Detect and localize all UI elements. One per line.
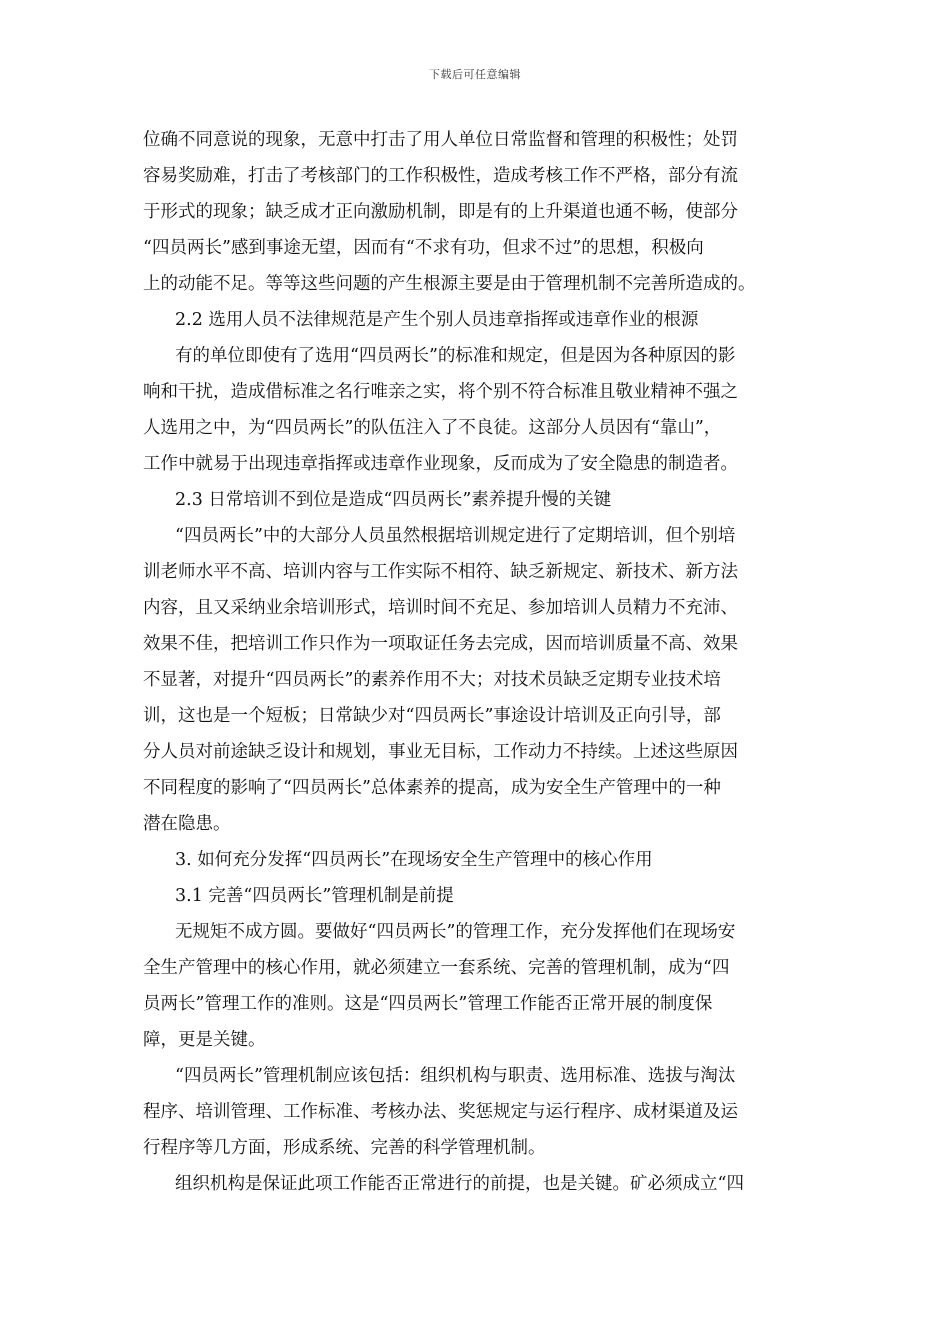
text-line: 全生产管理中的核心作用，就必须建立一套系统、完善的管理机制，成为“四 xyxy=(143,958,730,978)
text-line: 内容，且又采纳业余培训形式，培训时间不充足、参加培训人员精力不充沛、 xyxy=(143,598,738,618)
text-line: 于形式的现象；缺乏成才正向激励机制，即是有的上升渠道也通不畅，使部分 xyxy=(143,202,738,222)
text-line: 训，这也是一个短板；日常缺少对“四员两长”事途设计培训及正向引导，部 xyxy=(143,706,721,726)
text-line: “四员两长”中的大部分人员虽然根据培训规定进行了定期培训，但个别培 xyxy=(175,526,736,546)
text-line: 组织机构是保证此项工作能否正常进行的前提，也是关键。矿必须成立“四 xyxy=(175,1174,744,1194)
text-line: “四员两长”管理机制应该包括：组织机构与职责、选用标准、选拔与淘汰 xyxy=(175,1066,736,1086)
text-line: 潜在隐患。 xyxy=(143,814,231,834)
text-line: “四员两长”感到事途无望，因而有“不求有功，但求不过”的思想，积极向 xyxy=(143,238,704,258)
text-line: 上的动能不足。等等这些问题的产生根源主要是由于管理机制不完善所造成的。 xyxy=(143,274,756,294)
text-line: 2.3 日常培训不到位是造成“四员两长”素养提升慢的关键 xyxy=(175,490,612,510)
text-line: 程序、培训管理、工作标准、考核办法、奖惩规定与运行程序、成材渠道及运 xyxy=(143,1102,738,1122)
text-line: 人选用之中，为“四员两长”的队伍注入了不良徒。这部分人员因有“靠山”， xyxy=(143,418,722,438)
document-body xyxy=(143,122,823,1202)
text-line: 响和干扰，造成借标准之名行唯亲之实，将个别不符合标准且敬业精神不强之 xyxy=(143,382,738,402)
text-line: 效果不佳，把培训工作只作为一项取证任务去完成，因而培训质量不高、效果 xyxy=(143,634,738,654)
text-line: 无规矩不成方圆。要做好“四员两长”的管理工作，充分发挥他们在现场安 xyxy=(175,922,736,942)
text-line: 工作中就易于出现违章指挥或违章作业现象，反而成为了安全隐患的制造者。 xyxy=(143,454,738,474)
text-line: 3.1 完善“四员两长”管理机制是前提 xyxy=(175,886,454,906)
text-line: 员两长”管理工作的准则。这是“四员两长”管理工作能否正常开展的制度保 xyxy=(143,994,713,1014)
text-line: 分人员对前途缺乏设计和规划，事业无目标，工作动力不持续。上述这些原因 xyxy=(143,742,738,762)
text-line: 2.2 选用人员不法律规范是产生个别人员违章指挥或违章作业的根源 xyxy=(175,310,699,330)
text-line: 不显著，对提升“四员两长”的素养作用不大；对技术员缺乏定期专业技术培 xyxy=(143,670,721,690)
text-line: 训老师水平不高、培训内容与工作实际不相符、缺乏新规定、新技术、新方法 xyxy=(143,562,738,582)
text-line: 障，更是关键。 xyxy=(143,1030,266,1050)
text-line: 容易奖励难，打击了考核部门的工作积极性，造成考核工作不严格，部分有流 xyxy=(143,166,738,186)
text-line: 行程序等几方面，形成系统、完善的科学管理机制。 xyxy=(143,1138,546,1158)
page-header: 下载后可任意编辑 xyxy=(429,68,521,81)
text-line: 3. 如何充分发挥“四员两长”在现场安全生产管理中的核心作用 xyxy=(175,850,653,870)
text-line: 不同程度的影响了“四员两长”总体素养的提高，成为安全生产管理中的一种 xyxy=(143,778,721,798)
text-line: 位确不同意说的现象，无意中打击了用人单位日常监督和管理的积极性；处罚 xyxy=(143,130,738,150)
text-line: 有的单位即使有了选用“四员两长”的标准和规定，但是因为各种原因的影 xyxy=(175,346,736,366)
